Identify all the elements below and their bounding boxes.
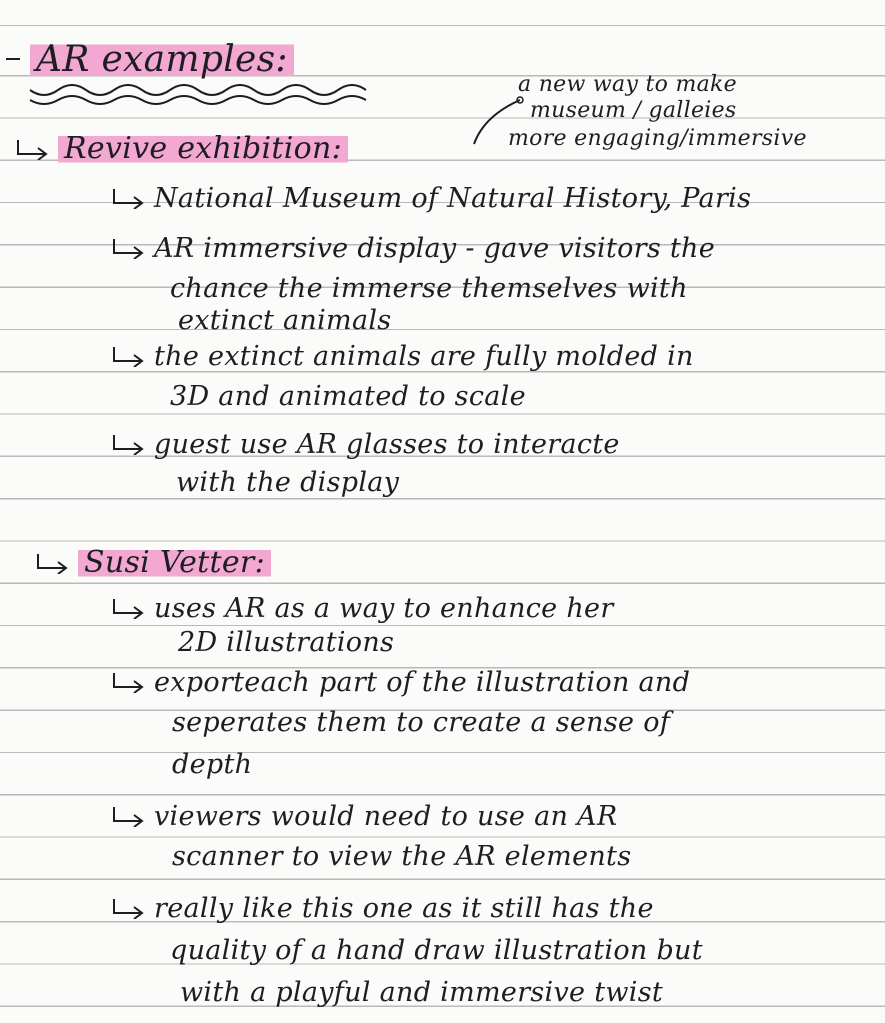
- side-note-line-1: a new way to make: [518, 72, 737, 97]
- bullet-1-2-cont-2: extinct animals: [178, 305, 392, 336]
- hook-arrow-icon: [110, 237, 148, 259]
- bullet-2-4: really like this one as it still has the: [110, 892, 654, 926]
- bullet-2-2: exporteach part of the illustration and: [110, 666, 690, 700]
- bullet-2-2-cont-2: depth: [172, 749, 253, 780]
- section-heading-revive: Revive exhibition:: [14, 132, 348, 166]
- bullet-1-3-cont-1: 3D and animated to scale: [170, 381, 526, 412]
- section-heading-susi-vetter: Susi Vetter:: [34, 546, 271, 580]
- bullet-1-2-cont-1: chance the immerse themselves with: [170, 273, 688, 304]
- wavy-underline: [28, 84, 388, 106]
- side-note-line-3: more engaging/immersive: [508, 126, 807, 151]
- bullet-1-4-cont-1: with the display: [176, 467, 400, 498]
- side-note-line-2: museum / galleies: [530, 98, 737, 123]
- bullet-1-4: guest use AR glasses to interacte: [110, 428, 620, 462]
- hook-arrow-icon: [110, 897, 148, 919]
- hook-arrow-icon: [110, 597, 148, 619]
- bullet-2-1-cont-1: 2D illustrations: [178, 627, 395, 658]
- bullet-2-4-cont-1: quality of a hand draw illustration but: [170, 935, 703, 966]
- hook-arrow-icon: [14, 138, 52, 160]
- bullet-1-3: the extinct animals are fully molded in: [110, 340, 694, 374]
- hook-arrow-icon: [110, 345, 148, 367]
- bullet-2-3-cont-1: scanner to view the AR elements: [172, 841, 632, 872]
- hook-arrow-icon: [110, 187, 148, 209]
- bullet-2-4-cont-2: with a playful and immersive twist: [180, 977, 664, 1008]
- bullet-1-1: National Museum of Natural History, Paris: [110, 182, 751, 216]
- hook-arrow-icon: [34, 552, 72, 574]
- bullet-1-2: AR immersive display - gave visitors the: [110, 232, 715, 266]
- hook-arrow-icon: [110, 805, 148, 827]
- bullet-2-1: uses AR as a way to enhance her: [110, 592, 614, 626]
- bullet-2-2-cont-1: seperates them to create a sense of: [172, 707, 671, 738]
- page-title: AR examples:: [30, 38, 294, 82]
- title-dash: [6, 58, 20, 60]
- bullet-2-3: viewers would need to use an AR: [110, 800, 617, 834]
- hook-arrow-icon: [110, 671, 148, 693]
- hook-arrow-icon: [110, 433, 148, 455]
